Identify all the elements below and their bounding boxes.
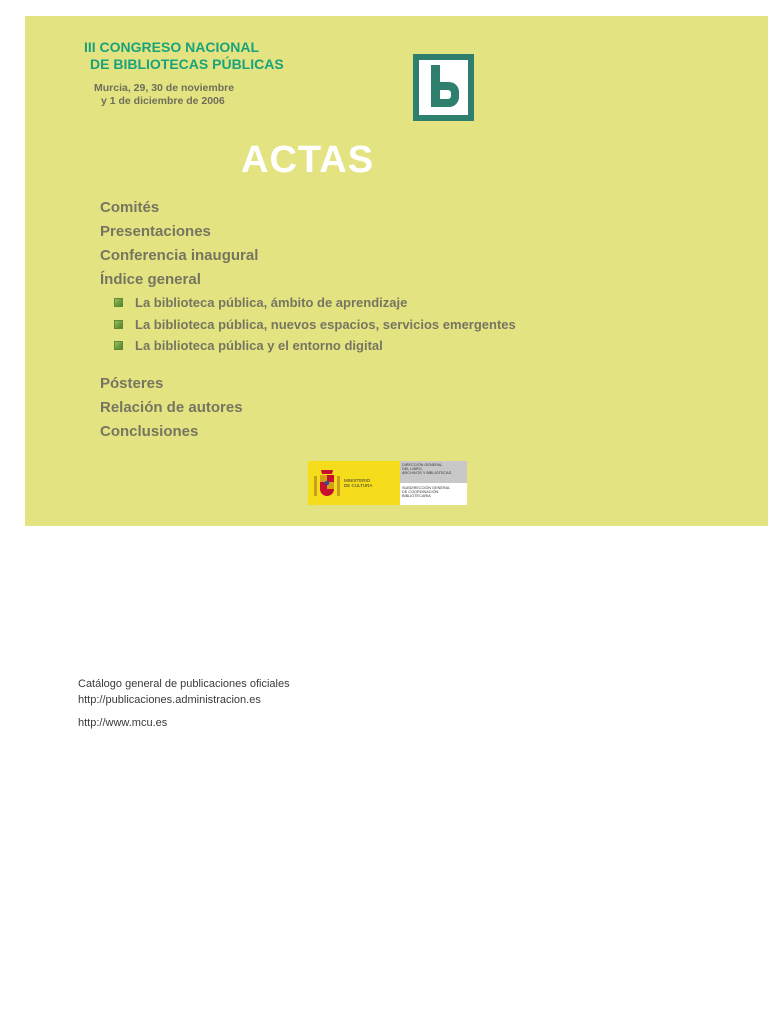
congress-title [84, 39, 284, 73]
sub-item-label: La biblioteca pública, ámbito de aprendizaje [135, 295, 408, 311]
menu-link-comites[interactable]: Comités [100, 199, 160, 216]
ministry-name: MINISTERIO DE CULTURA [344, 478, 373, 488]
index-sub-menu [100, 292, 516, 357]
catalog-label: Catálogo general de publicaciones oficiales [78, 678, 290, 690]
catalog-url-link[interactable]: http://publicaciones.administracion.es [78, 694, 261, 706]
menu-link-conclusiones[interactable]: Conclusiones [100, 422, 199, 440]
subdirectorate-name: SUBDIRECCIÓN GENERAL DE COORDINACIÓN BIBLIOTECARIA [402, 486, 451, 499]
menu-link-posteres[interactable]: Pósteres [100, 374, 164, 392]
directorate-name: DIRECCIÓN GENERAL DEL LIBRO, ARCHIVOS Y BIBLIOTECAS [402, 463, 452, 476]
square-bullet-icon [114, 320, 123, 329]
menu-link-indice-general[interactable]: Índice general [100, 271, 201, 288]
square-bullet-icon [114, 341, 123, 350]
congress-date-line-1: Murcia, 29, 30 de noviembre [94, 82, 235, 94]
footer [78, 676, 290, 731]
menu-link-presentaciones[interactable]: Presentaciones [100, 223, 211, 240]
congress-date-line-2: y 1 de diciembre de 2006 [101, 95, 225, 107]
ministry-logo [308, 461, 467, 505]
directorate-header [400, 461, 467, 483]
page-title: ACTAS [241, 139, 375, 181]
mcu-url-link[interactable]: http://www.mcu.es [78, 717, 168, 729]
sub-item-label: La biblioteca pública y el entorno digital [135, 338, 383, 354]
sub-item-label: La biblioteca pública, nuevos espacios, servicios emergentes [135, 316, 516, 332]
square-bullet-icon [114, 298, 123, 307]
congress-title-line-1: III CONGRESO NACIONAL [84, 39, 260, 55]
congress-date [94, 82, 234, 108]
congress-title-line-2: DE BIBLIOTECAS PÚBLICAS [90, 56, 284, 72]
coat-of-arms-icon [312, 466, 342, 500]
ministry-culture-block [308, 461, 400, 505]
contents-menu [100, 196, 516, 444]
menu-link-relacion-autores[interactable]: Relación de autores [100, 398, 243, 416]
sub-item-aprendizaje[interactable] [114, 292, 516, 314]
sub-item-entorno-digital[interactable] [114, 335, 516, 357]
sub-item-nuevos-espacios[interactable] [114, 314, 516, 336]
menu-link-conferencia-inaugural[interactable]: Conferencia inaugural [100, 247, 259, 264]
congress-logo [413, 54, 474, 121]
directorate-block [400, 461, 467, 505]
